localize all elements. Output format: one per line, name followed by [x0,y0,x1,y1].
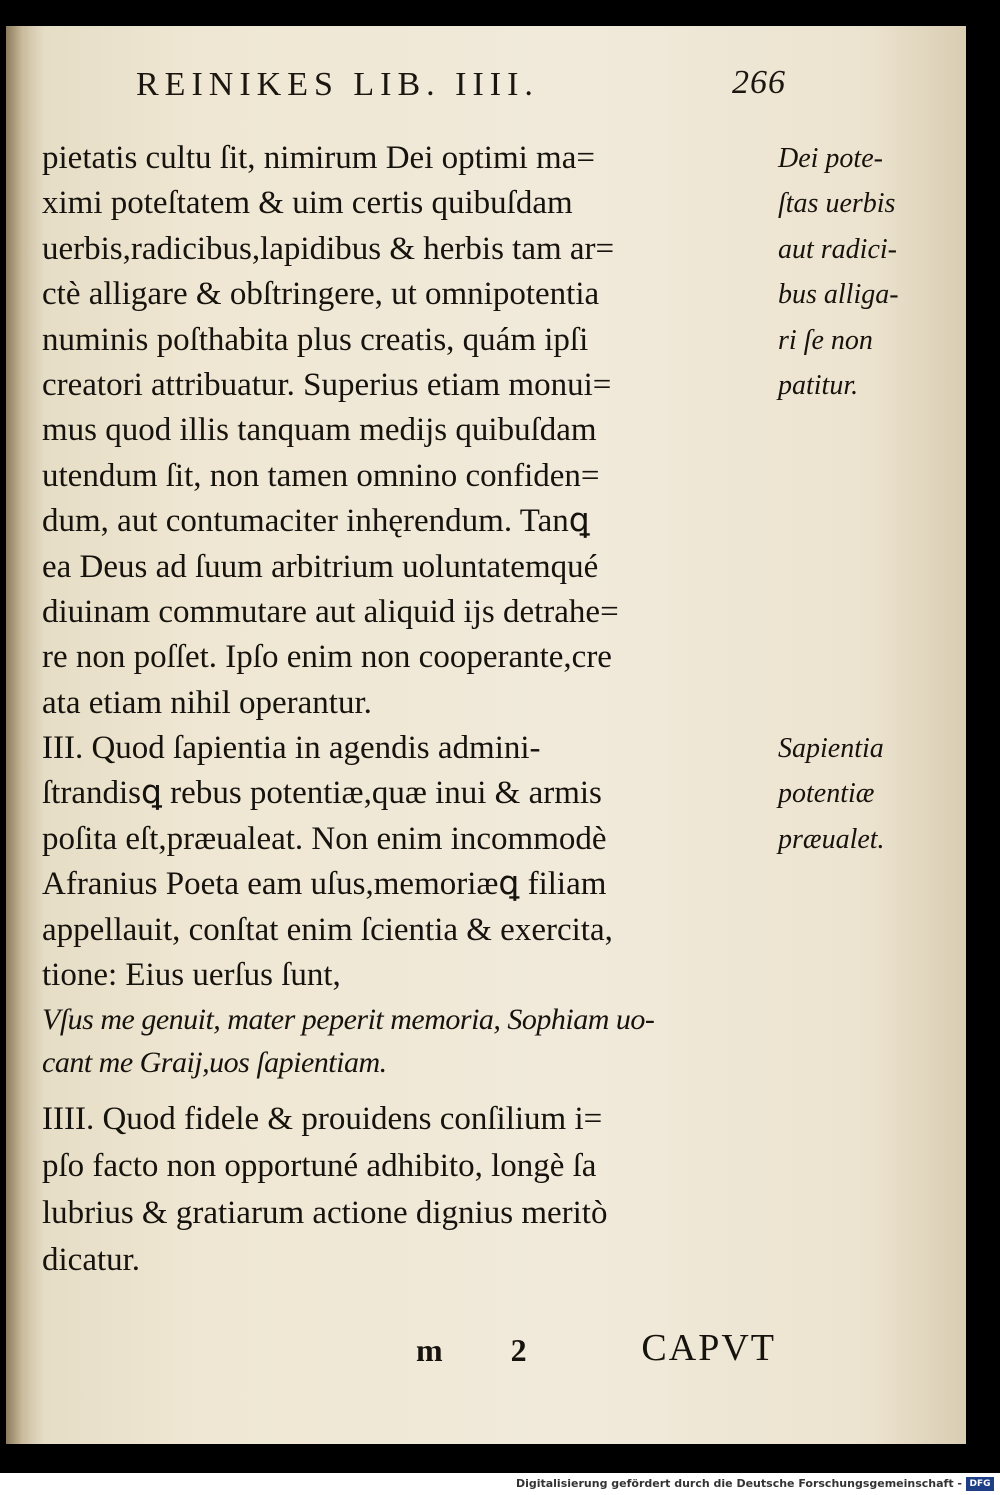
verse-line: cant me Graij,uos ſapientiam. [42,1046,387,1080]
dfg-logo-icon: DFG [966,1477,994,1491]
text-line: IIII. Quod fidele & prouidens conſilium i= [42,1101,603,1138]
margin-line: Sapientia [778,733,884,764]
verse-line: Vſus me genuit, mater peperit memoria, Sophiam uo- [42,1003,655,1037]
page-number: 266 [732,64,786,101]
margin-line: potentiæ [778,778,875,810]
text-line: mus quod illis tanquam medijs quibuſdam [42,412,597,449]
margin-line: ſtas uerbis [778,188,896,220]
funding-credit: Digitalisierung gefördert durch die Deutsche Forschungsgemeinschaft - [515,1477,962,1490]
running-header [136,66,786,106]
running-title: REINIKES LIB. IIII. [136,66,539,103]
margin-note-sapientia [778,726,928,862]
text-line: Afranius Poeta eam uſus,memoriæꝗ filiam [42,866,607,903]
catchline [416,1326,776,1376]
text-line: III. Quod ſapientia in agendis admini- [42,730,541,767]
text-line: lubrius & gratiarum actione dignius meritò [42,1195,608,1232]
main-text [42,136,772,1284]
page-spine-shadow [6,26,30,1444]
text-line: dum, aut contumaciter inhęrendum. Tanꝗ [42,503,590,540]
text-line: uerbis,radicibus,lapidibus & herbis tam ar= [42,230,615,267]
text-line: poſita eſt,præualeat. Non enim incommodè [42,820,607,857]
text-line: appellauit, conſtat enim ſcientia & exercita, [42,911,613,948]
book-page [6,26,966,1444]
margin-line: ri ſe non [778,324,873,356]
text-line: ximi poteſtatem & uim certis quibuſdam [42,185,573,222]
signature-mark: m 2 [416,1332,557,1368]
margin-line: præualet. [778,823,885,855]
text-line: utendum ſit, non tamen omnino confiden= [42,457,600,494]
text-line: diuinam commutare aut aliquid ijs detrahe= [42,593,619,630]
margin-line: aut radici- [778,233,897,265]
text-line: dicatur. [42,1242,141,1279]
paragraph-gap [42,1084,772,1096]
margin-line: Dei pote- [778,143,883,174]
text-line: ea Deus ad ſuum arbitrium uoluntatemqué [42,548,599,585]
text-line: tione: Eius uerſus ſunt, [42,957,341,994]
catchword: CAPVT [641,1327,776,1369]
text-line: ata etiam nihil operantur. [42,684,372,721]
text-line: pſo facto non opportuné adhibito, longè ſa [42,1148,597,1185]
text-line: ſtrandisꝗ rebus potentiæ,quæ inui & armis [42,775,602,812]
text-line: ctè alligare & obſtringere, ut omnipotentia [42,276,600,313]
text-line: creatori attribuatur. Superius etiam monui= [42,366,612,403]
margin-line: bus alliga- [778,279,899,311]
text-line: re non poſſet. Ipſo enim non cooperante,cre [42,639,612,676]
digitization-footer [0,1473,1000,1495]
text-line: numinis poſthabita plus creatis, quám ipſi [42,321,589,358]
margin-note-dei-potestas [778,136,928,408]
text-line: pietatis cultu ſit, nimirum Dei optimi ma= [42,140,595,176]
margin-line: patitur. [778,369,859,401]
